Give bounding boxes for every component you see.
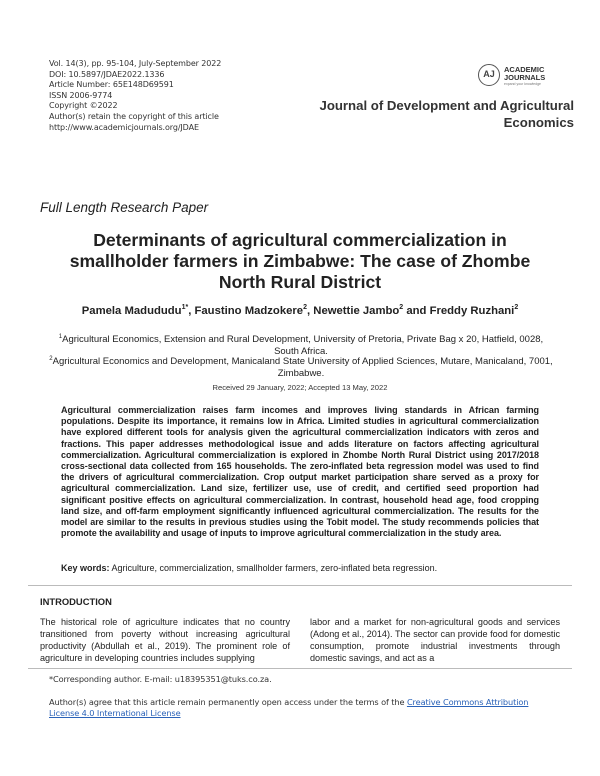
paper-title: Determinants of agricultural commercialization in smallholder farmers in Zimbabwe: The case of Zhombe North Rural District [69,230,531,292]
author-name: Freddy Ruzhani [429,304,515,317]
keywords: Key words: Agriculture, commercialization, smallholder farmers, zero-inflated beta regression. [61,563,438,573]
license-link[interactable]: License 4.0 International License [49,708,181,719]
section-heading-introduction: INTRODUCTION [40,596,112,607]
author-list: Pamela Madududu$^{1*}$, Faustino Madzokere$^2$, Newettie Jambo$^2$ and Freddy Ruzhani$^2$ [81,304,519,317]
logo-wordmark: ACADEMIC JOURNALS [504,65,546,82]
meta-issn: ISSN 2006-9774 [49,90,113,100]
logo-tagline: expand your knowledge [504,82,541,86]
divider [28,585,572,586]
meta-volume: Vol. 14(3), pp. 95-104, July-September 2022 [49,59,222,68]
abstract: Agricultural commercialization raises farm incomes and improves living standards in African farming populations. Despite its importance, it remains low in Africa. Limited studies in agricultural commercialization have explored different tools for analysis given the agricultural commercialization indicators with zeros and fractions. This paper addresses methodological issue and adds literature on factors affecting agricultural commercialization. Agricultural commercialization is explored in Zhombe North Rural District using 2017/2018 cross-sectional data collected from 165 households. The zero-inflated beta regression model was used to find the drivers of agricultural commercialization. Crop output market participation share served as a proxy for agricultural commercialization. Land size, fertilizer use, use of credit, and certified seed proportion had significant positive effects on agricultural commercialization. In contrast, household head age, food cropping land size, and off-farm employment significantly influenced agricultural commercialization. The results for the model are similar to the results in previous studies using the Tobit model. The study recommends policies that promote the availability and usage of inputs to improve agricultural commercialization in the study area. [61,405,539,539]
meta-article-number: Article Number: 65E148D69591 [49,80,174,90]
article-metadata [49,59,221,133]
corresponding-author-footnote: *Corresponding author. E-mail: u18395351@tuks.co.za. [49,674,272,684]
meta-copyright: Copyright ©2022 [49,101,118,111]
paper-type: Full Length Research Paper [40,200,209,215]
license-notice: Author(s) agree that this article remain permanently open access under the terms of the Creative Commons Attribution License 4.0 International License [49,697,529,719]
author-name: Pamela Madududu [81,304,182,317]
journal-name: Journal of Development and Agricultural Economics [319,98,574,130]
meta-doi: DOI: 10.5897/JDAE2022.1336 [49,69,165,79]
affiliation-2: $^2$Agricultural Economics and Development, Manicaland State University of Applied Sciences, Mutare, Manicaland, 7001, Zimbabwe. [49,356,553,380]
intro-column-1: The historical role of agriculture indicates that no country transitioned from poverty without increasing agricultural productivity (Abdullah et al., 2019). The prominent role of agriculture in developing countries includes supplying [40,617,290,663]
meta-rights: Author(s) retain the copyright of this article [49,111,219,121]
footnote-divider [28,668,572,669]
author-name: Newettie Jambo [313,304,400,317]
creative-commons-link[interactable]: Creative Commons Attribution [406,697,529,707]
meta-url[interactable]: http://www.academicjournals.org/JDAE [49,122,199,132]
academic-journals-logo [478,64,578,90]
aj-logo-icon: AJ [478,64,500,86]
author-name: Faustino Madzokere [194,304,304,317]
affiliation-1: $^1$Agricultural Economics, Extension and Rural Development, University of Pretoria, Private Bag x 20, Hatfield, 0028, South Africa. [58,334,544,358]
intro-column-2: labor and a market for non-agricultural goods and services (Adong et al., 2014). The sector can provide food for domestic consumption, promote industrial investments through domestic savings, and act as a [310,617,560,663]
received-accepted-dates: Received 29 January, 2022; Accepted 13 May, 2022 [212,383,388,392]
